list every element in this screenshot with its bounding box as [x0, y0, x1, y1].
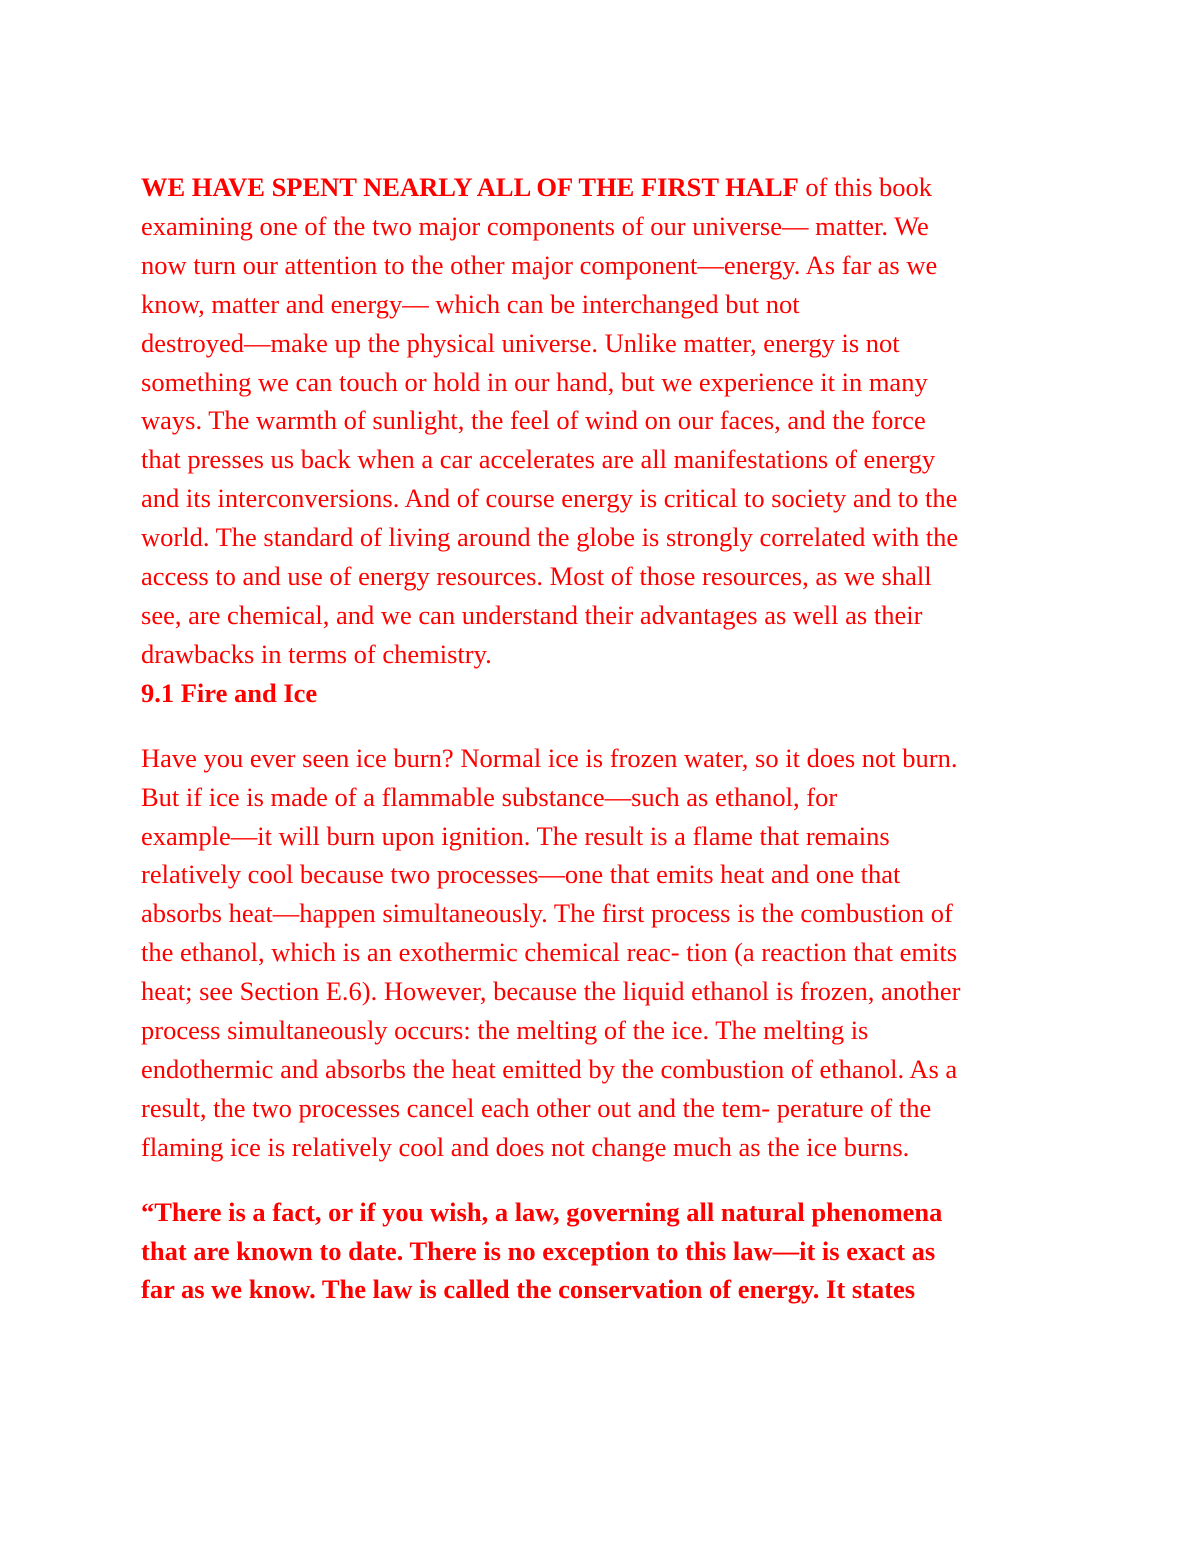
section-line: relatively cool because two processes—one that emits heat and one that	[141, 859, 901, 890]
section-line: endothermic and absorbs the heat emitted by the combustion of ethanol. As a	[141, 1053, 958, 1084]
intro-lead-bold: WE HAVE SPENT NEARLY ALL OF THE FIRST HALF	[141, 172, 799, 202]
section-line: absorbs heat—happen simultaneously. The first process is the combustion of	[141, 898, 953, 929]
intro-line: destroyed—make up the physical universe. Unlike matter, energy is not	[141, 327, 900, 358]
intro-line: that presses us back when a car accelerates are all manifestations of energy	[141, 444, 936, 475]
intro-line: know, matter and energy— which can be interchanged but not	[141, 288, 800, 319]
quote-line: far as we know. The law is called the conservation of energy. It states	[141, 1274, 916, 1305]
intro-line: something we can touch or hold in our hand, but we experience it in many	[141, 366, 928, 397]
document-page	[141, 168, 1061, 1309]
intro-line: ways. The warmth of sunlight, the feel of wind on our faces, and the force	[141, 405, 926, 436]
section-line: the ethanol, which is an exothermic chemical reac- tion (a reaction that emits	[141, 937, 958, 968]
quote-line: “There is a fact, or if you wish, a law, governing all natural phenomena	[141, 1196, 943, 1227]
intro-line: now turn our attention to the other major component—energy. As far as we	[141, 249, 938, 280]
section-line: But if ice is made of a flammable substance—such as ethanol, for	[141, 781, 838, 812]
section-line: process simultaneously occurs: the melting of the ice. The melting is	[141, 1015, 869, 1046]
section-line: example—it will burn upon ignition. The result is a flame that remains	[141, 820, 890, 851]
section-line: Have you ever seen ice burn? Normal ice is frozen water, so it does not burn.	[141, 742, 958, 773]
section-heading: 9.1 Fire and Ice	[141, 677, 318, 708]
quote-line: that are known to date. There is no exception to this law—it is exact as	[141, 1235, 936, 1266]
intro-line: access to and use of energy resources. Most of those resources, as we shall	[141, 561, 932, 592]
intro-line: examining one of the two major components of our universe— matter. We	[141, 210, 929, 241]
intro-line-1	[141, 168, 1061, 207]
intro-line-1-rest: of this book	[798, 172, 933, 202]
section-line: heat; see Section E.6). However, because the liquid ethanol is frozen, another	[141, 976, 961, 1007]
section-line: result, the two processes cancel each other out and the tem- perature of the	[141, 1092, 932, 1123]
quote-paragraph	[141, 1193, 1061, 1310]
intro-paragraph	[141, 168, 1061, 674]
section-paragraph	[141, 739, 1061, 1167]
intro-line: world. The standard of living around the globe is strongly correlated with the	[141, 522, 959, 553]
section-line: flaming ice is relatively cool and does not change much as the ice burns.	[141, 1131, 910, 1162]
intro-line: drawbacks in terms of chemistry.	[141, 638, 492, 669]
intro-line: see, are chemical, and we can understand their advantages as well as their	[141, 599, 923, 630]
intro-line: and its interconversions. And of course energy is critical to society and to the	[141, 483, 958, 514]
